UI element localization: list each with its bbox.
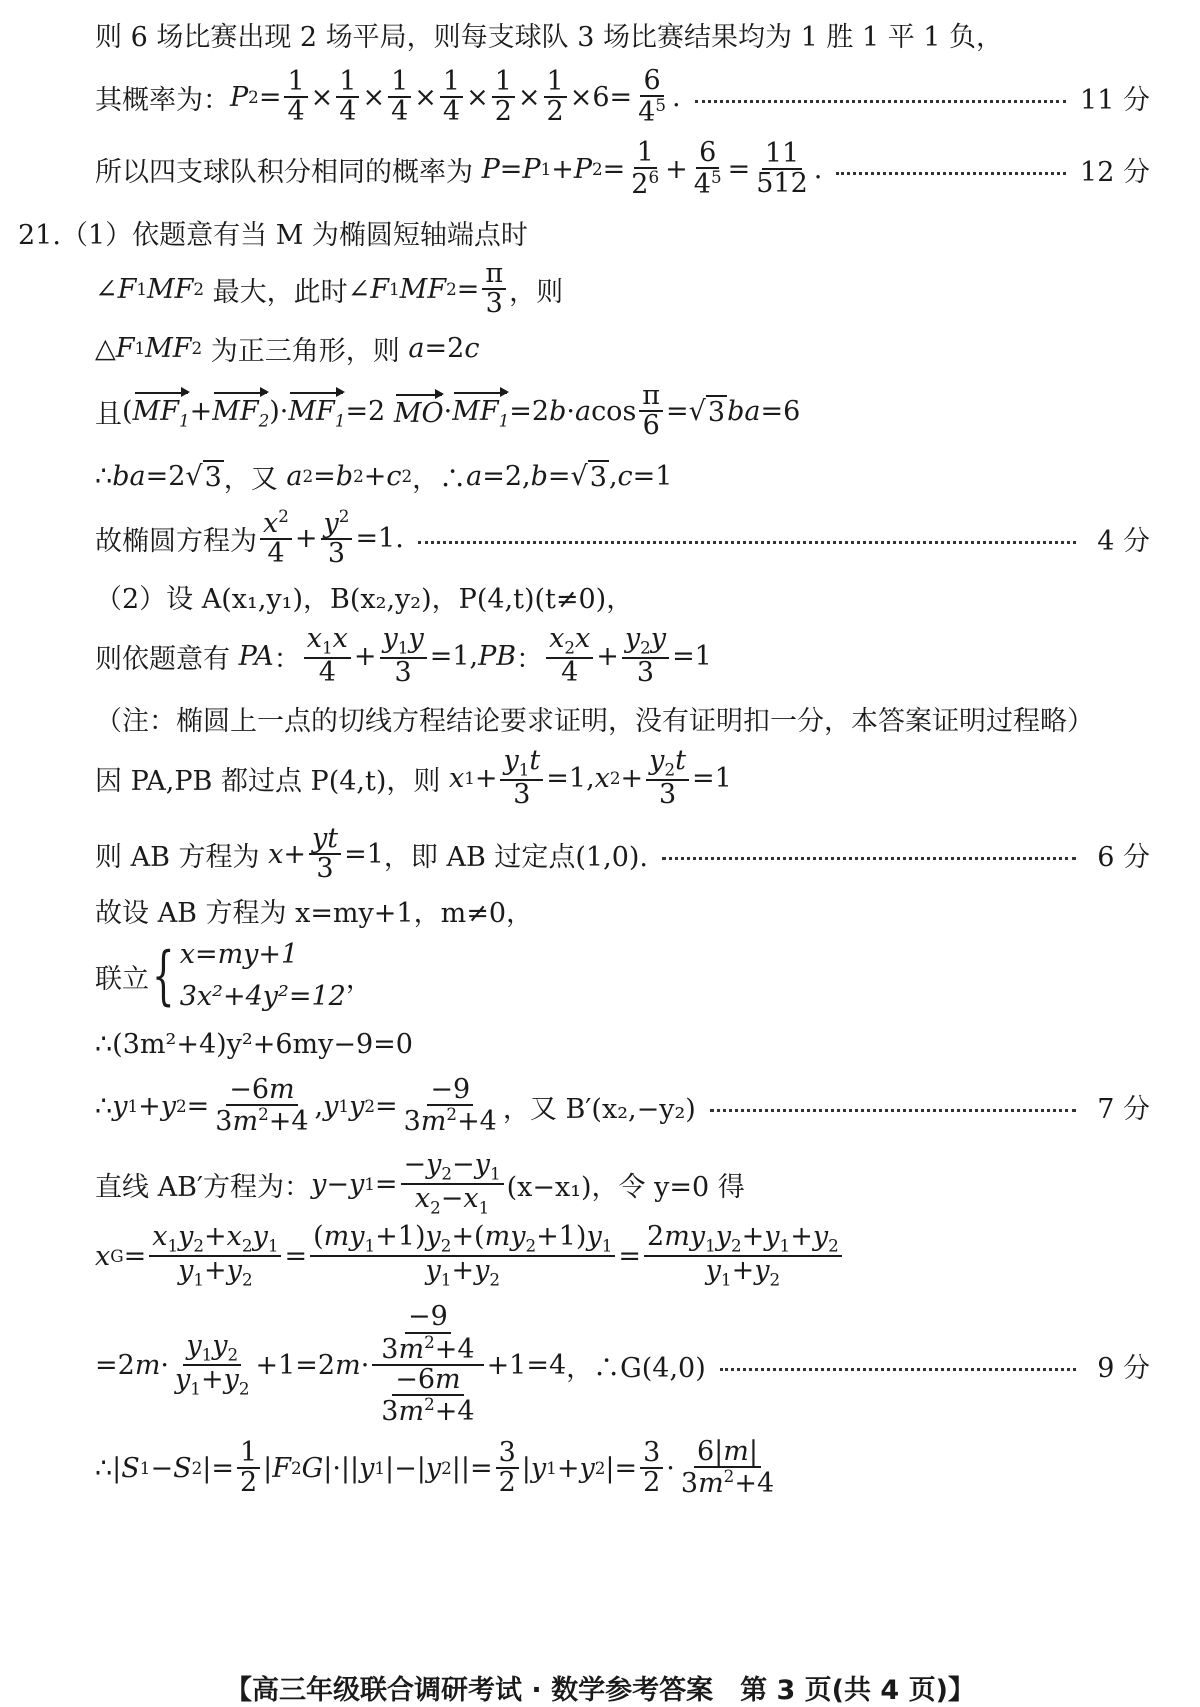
score-4: 4 分	[1097, 525, 1150, 557]
text-2: 其概率为： P 2 = $\frac{1}{4}$ × $\frac{1}{4}$ × $\frac{1}{4}$ × $\frac{1}{4}$ × $\frac{1}{2}$ × $\frac{1}{2}$ ×6= $\frac{6}{4^5}$ .	[95, 64, 681, 128]
line-13	[95, 744, 1150, 810]
text-2-prefix: 其概率为：	[95, 84, 230, 116]
line-2	[95, 64, 1150, 128]
text-19-prefix: 直线 AB′方程为：	[95, 1171, 312, 1203]
line-16	[95, 936, 1150, 1016]
text-18-suffix: ，又 B′(x₂,−y₂)	[502, 1093, 696, 1125]
text-4: 21.（1）依题意有当 M 为椭圆短轴端点时	[18, 219, 528, 251]
line-19	[95, 1149, 1150, 1218]
line-14	[95, 822, 1150, 884]
text-22: ∴| S 1 − S 2 |= $\frac{1}{2}$ | F 2 G |·|| y 1 |−| y 2 ||= $\frac{3}{2}$ | y 1 + y 2 |= $\frac{3}{2}$ · $\frac{6|m|}{3m^2+4}$	[95, 1435, 775, 1499]
text-14: 则 AB 方程为 x + $\frac{yt}{3}$ =1 ，即 AB 过定点(1,0).	[95, 822, 648, 884]
equation-system: 联立 { x=my+1 3x²+4y²=12 ，	[95, 934, 373, 1018]
text-8-a: ，又	[223, 463, 278, 495]
text-5-a: 最大，此时	[212, 276, 348, 308]
system-row-2: 3x²+4y²=12	[179, 981, 346, 1012]
line-11	[95, 622, 1150, 688]
text-3: 所以四支球队积分相同的概率为 P = P 1 + P 2 = $\frac{1}{2^6}$ + $\frac{6}{4^5}$ = $\frac{11}{512}$ .	[95, 136, 823, 200]
text-21: =2 m · $\frac{y_1y_2}{y_1+y_2}$ +1=2 m · $\frac{\frac{-9}{3m^2+4}}{\frac{-6m}{3m^2+4}}$ +1=4 ，∴G(4,0)	[95, 1301, 706, 1428]
score-6: 6 分	[1097, 841, 1150, 873]
text-13: 因 PA,PB 都过点 P(4,t)，则 x 1 + $\frac{y_1t}{3}$ =1, x 2 + $\frac{y_2t}{3}$ =1	[95, 744, 732, 810]
line-1	[95, 14, 1150, 54]
line-6	[95, 328, 1150, 368]
line-15	[95, 890, 1150, 930]
text-21-suffix: ，∴G(4,0)	[566, 1352, 706, 1384]
text-8: ∴ ba =2√ 3 ，又 a 2 = b 2 + c 2 ，∴ a =2, b =√ 3 , c =1	[95, 457, 672, 496]
line-3	[95, 136, 1150, 200]
text-16-prefix: 联立	[95, 963, 149, 995]
dot-leader	[836, 172, 1066, 175]
line-9	[95, 505, 1150, 569]
dot-leader	[662, 857, 1076, 860]
text-6: △ F 1 MF 2 为正三角形，则 a =2 c	[95, 329, 479, 368]
score-7: 7 分	[1097, 1093, 1150, 1125]
text-7: 且 ( $MF_1$ + $MF_2$ )· $MF_1$ =2 MO · $MF_1$ =2 b · a cos $\frac{\pi}{6}$ =√ 3 ba =6	[95, 379, 801, 441]
page-footer: 【高三年级联合调研考试 · 数学参考答案 第 3 页(共 4 页)】	[225, 1675, 975, 1706]
dot-leader	[710, 1109, 1076, 1112]
text-19-suffix: (x−x₁)，令 y=0 得	[506, 1171, 745, 1203]
text-14-prefix: 则 AB 方程为	[95, 841, 260, 873]
brace-icon: {	[152, 939, 175, 1013]
line-5	[95, 257, 1150, 319]
line-21	[95, 1301, 1150, 1428]
score-9: 9 分	[1097, 1352, 1150, 1384]
text-14-suffix: ，即 AB 过定点(1,0).	[383, 841, 648, 873]
text-6-a: 为正三角形，则	[210, 335, 400, 367]
text-20: x G = $\frac{x_1y_2+x_2y_1}{y_1+y_2}$ = $\frac{(my_1+1)y_2+(my_2+1)y_1}{y_1+y_2}$ = $\frac{2my_1y_2+y_1+y_2}{y_1+y_2}$	[95, 1223, 845, 1289]
line-10	[95, 576, 1150, 616]
text-19: 直线 AB′方程为： y − y 1 = $\frac{-y_2-y_1}{x_2-x_1}$ (x−x₁)，令 y=0 得	[95, 1149, 745, 1218]
text-13-prefix: 因 PA,PB 都过点 P(4,t)，则	[95, 765, 441, 797]
score-12: 12 分	[1080, 156, 1150, 188]
text-10: （2）设 A(x₁,y₁)，B(x₂,y₂)，P(4,t)(t≠0)，	[95, 583, 634, 615]
line-8	[95, 456, 1150, 496]
text-1: 则 6 场比赛出现 2 场平局，则每支球队 3 场比赛结果均为 1 胜 1 平 1 负，	[95, 21, 1004, 53]
text-18: ∴ y 1 + y 2 = $\frac{-6m}{3m^2+4}$ , y 1 y 2 = $\frac{-9}{3m^2+4}$ ，又 B′(x₂,−y₂)	[95, 1073, 696, 1137]
score-11: 11 分	[1080, 84, 1150, 116]
text-17: ∴(3m²+4)y²+6my−9=0	[95, 1028, 413, 1060]
text-5-b: ，则	[509, 276, 564, 308]
text-15: 故设 AB 方程为 x=my+1，m≠0，	[95, 897, 533, 929]
line-7	[95, 379, 1150, 441]
dot-leader	[720, 1368, 1076, 1371]
line-18	[95, 1073, 1150, 1137]
text-5: ∠ F 1 MF 2 最大，此时 ∠ F 1 MF 2 = $\frac{\pi}{3}$ ，则	[95, 257, 564, 319]
dot-leader	[695, 100, 1066, 103]
text-3-prefix: 所以四支球队积分相同的概率为	[95, 156, 473, 188]
line-12-note	[95, 698, 1150, 738]
line-22	[95, 1435, 1150, 1499]
line-20	[95, 1221, 1150, 1290]
text-9-prefix: 故椭圆方程为	[95, 525, 257, 557]
text-11-prefix: 则依题意有	[95, 643, 230, 675]
system-row-1: x=my+1	[179, 939, 299, 971]
question-21-heading	[18, 212, 1150, 252]
text-11: 则依题意有 PA ： $\frac{x_1x}{4}$ + $\frac{y_1y}{3}$ =1, PB ： $\frac{x_2x}{4}$ + $\frac{y_2y}{3}$ =1	[95, 622, 712, 688]
text-12: （注：椭圆上一点的切线方程结论要求证明，没有证明扣一分，本答案证明过程略）	[95, 705, 1094, 737]
line-17	[95, 1024, 1150, 1064]
nested-fraction: $\frac{\frac{-9}{3m^2+4}}{\frac{-6m}{3m^2+4}}$	[372, 1303, 483, 1426]
dot-leader	[418, 541, 1076, 544]
text-9: 故椭圆方程为 $\frac{x^2}{4}$ + $\frac{y^2}{3}$ =1.	[95, 505, 404, 569]
text-7-prefix: 且	[95, 398, 122, 430]
